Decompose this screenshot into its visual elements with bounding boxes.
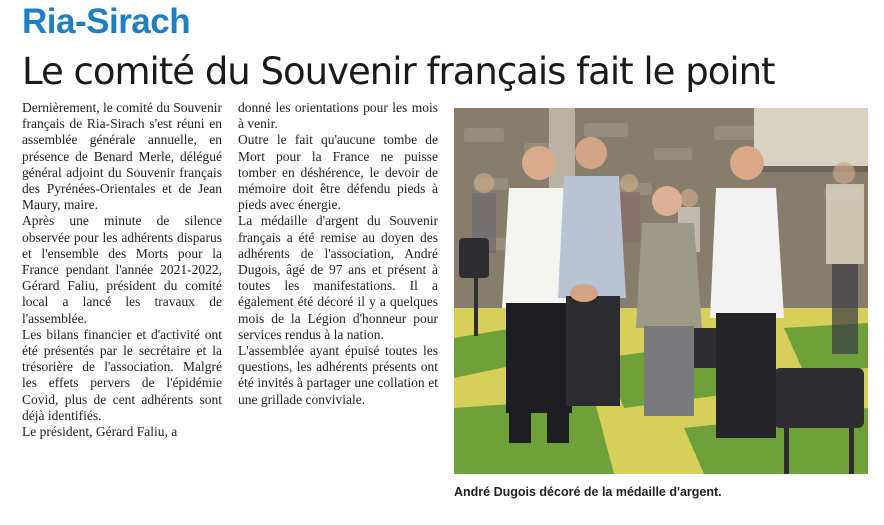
article-headline: Le comité du Souvenir français fait le point [22,50,775,93]
paragraph: Outre le fait qu'aucune tombe de Mort pour la France ne puisse tomber en déshérence, le devoir de mémoire doit être défendu pieds à pieds avec énergie. [238,132,438,213]
paragraph: La médaille d'argent du Souvenir français a été remise au doyen des adhérents de l'association, André Dugois, âgé de 97 ans et présent à toutes les manifestations. Il a également été décoré il y a quelques mois de la Légion d'honneur pour services rendus à la nation. [238,213,438,342]
article-column-1 [22,100,222,440]
paragraph: Dernièrement, le comité du Souvenir français de Ria-Sirach s'est réuni en assemblée générale annuelle, en présence de Benard Merle, délégué général adjoint du Souvenir français des Pyrénées-Orientales et de Jean Maury, maire. [22,100,222,213]
paragraph: L'assemblée ayant épuisé toutes les questions, les adhérents présents ont été invités à partager une collation et une grillade conviviale. [238,343,438,407]
article-column-2 [238,100,438,408]
paragraph: Après une minute de silence observée pour les adhérents disparus et l'ensemble des Morts pour la France pendant l'année 2021-2022, Gérard Faliu, président du comité local a lancé les travaux de l'assemblée. [22,213,222,326]
photo-illustration [454,108,868,474]
article-photo [454,108,868,474]
paragraph: donné les orientations pour les mois à venir. [238,100,438,132]
article-kicker: Ria-Sirach [22,2,191,41]
paragraph: Le président, Gérard Faliu, a [22,424,178,440]
paragraph: Les bilans financier et d'activité ont été présentés par le secrétaire et la trésorière de l'association. Malgré les effets pervers de l'épidémie Covid, plus de cent adhérents sont déjà identifiés. [22,326,222,423]
photo-caption: André Dugois décoré de la médaille d'argent. [454,485,722,499]
